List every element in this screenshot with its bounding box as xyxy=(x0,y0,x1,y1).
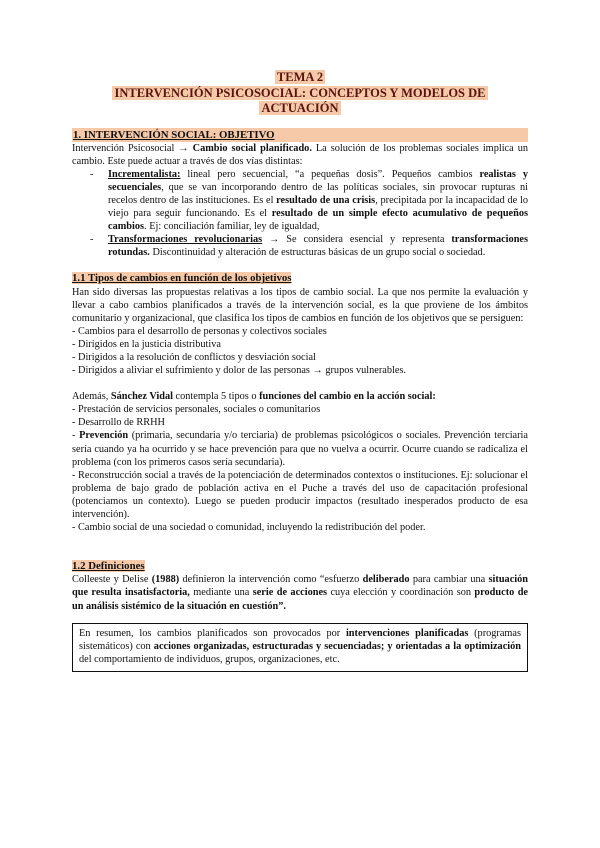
text: → Se considera esencial y representa xyxy=(262,234,452,246)
document-page xyxy=(72,70,528,672)
text: Colleeste y Delise xyxy=(72,574,152,586)
bold-text: Prevención xyxy=(79,430,129,442)
bold-text: realistas y secuenciales xyxy=(108,168,528,193)
text: definieron la intervención como “esfuerzo xyxy=(179,574,363,586)
title-line-2: ACTUACIÓN xyxy=(261,101,339,115)
function-item: - Cambio social de una sociedad o comunidad, incluyendo la redistribución del poder. xyxy=(72,522,426,534)
document-title xyxy=(72,70,528,117)
intro-bold: Cambio social planificado. xyxy=(192,142,312,154)
bold-text: situación que resulta insatisfactoria, xyxy=(72,574,528,599)
section-1-1-heading: 1.1 Tipos de cambios en función de los objetivos xyxy=(72,272,292,285)
text: lineal pero secuencial, “a pequeñas dosis”. Pequeños cambios xyxy=(180,168,480,180)
text: Además, xyxy=(72,391,111,403)
title-line-1: INTERVENCIÓN PSICOSOCIAL: CONCEPTOS Y MODELOS DE xyxy=(114,85,486,100)
text: cuya elección y coordinación son xyxy=(327,587,475,599)
function-item: - Desarrollo de RRHH xyxy=(72,417,165,429)
bold-text: resultado de un simple efecto acumulativo de pequeños cambios xyxy=(108,208,529,233)
summary-box xyxy=(72,623,528,672)
bold-text: funciones del cambio en la acción social: xyxy=(259,391,436,403)
text: mediante una xyxy=(189,587,253,599)
text: (programas sistemáticos) con xyxy=(79,627,521,652)
bullet-dash: - xyxy=(90,234,94,246)
author-name: Sánchez Vidal xyxy=(110,391,173,403)
list-item-incrementalista xyxy=(72,168,528,233)
section-1-2-heading: 1.2 Definiciones xyxy=(72,560,145,573)
section-1-1-paragraph: Han sido diversas las propuestas relativas a los tipos de cambio social. La que nos permite la evaluación y llevar a cabo cambios planificados a través de la intervención social, es la que proviene de los ámbitos comunitario y organizacional, que clasifica los tipos de cambios en función de los objetivos que se persiguen: xyxy=(72,286,528,324)
year: (1988) xyxy=(151,574,180,586)
objective-item: - Dirigidos en la justicia distributiva xyxy=(72,338,221,350)
text: para cambiar una xyxy=(409,574,489,586)
text: . Ej: conciliación familiar, ley de igualdad, xyxy=(144,221,320,233)
text: , que se van incorporando dentro de las políticas sociales, sin provocar rupturas ni recelos dentro de las instituciones. Es el xyxy=(108,181,528,206)
section-1-intro xyxy=(72,142,528,168)
text: contempla 5 tipos o xyxy=(172,391,260,403)
bullet-dash: - xyxy=(90,168,94,180)
bold-text: serie de acciones xyxy=(252,587,328,599)
bold-text: producto de un análisis sistémico de la situación en cuestión”. xyxy=(72,587,528,612)
change-types-list xyxy=(72,168,528,260)
definition-paragraph xyxy=(72,573,528,612)
list-item-transformaciones xyxy=(72,233,528,259)
text: - xyxy=(72,430,80,442)
text: del comportamiento de individuos, grupos, organizaciones, etc. xyxy=(79,653,340,665)
intro-text-c: La solución de los problemas sociales implica un cambio. Este puede actuar a través de dos vías distintas: xyxy=(72,142,528,167)
text: , precipitada por la incapacidad de lo viejo para seguir funcionando. Es el xyxy=(108,194,529,220)
intro-text-a: Intervención Psicosocial → xyxy=(72,142,193,154)
section-1-heading: 1. INTERVENCIÓN SOCIAL: OBJETIVO xyxy=(72,128,528,142)
bold-text: intervenciones planificadas xyxy=(345,627,469,639)
objective-item: - Cambios para el desarrollo de personas y colectivos sociales xyxy=(72,325,327,337)
tema-label: TEMA 2 xyxy=(276,70,324,84)
term-transformaciones: Transformaciones revolucionarias xyxy=(108,234,263,246)
function-item: - Reconstrucción social a través de la potenciación de determinados contextos o instituciones. Ej: solucionar el problema de bajo grado de población activa en el Puche a través del uso de capacitación profesional (potenciamos un contexto). Luego se pueden producir impactos (resultado inesperados producto de esa intervención). xyxy=(72,469,528,521)
function-item: - Prestación de servicios personales, sociales o comunitarios xyxy=(72,404,321,416)
bold-text: resultado de una crisis xyxy=(276,194,376,206)
sanchez-vidal-intro xyxy=(72,390,528,403)
bold-text: acciones organizadas, estructuradas y secuenciadas; y orientadas a la optimización xyxy=(153,640,521,652)
text: Discontinuidad y alteración de estructuras básicas de un grupo social o sociedad. xyxy=(149,247,486,259)
objective-item: - Dirigidos a la resolución de conflictos y desviación social xyxy=(72,352,316,363)
text: En resumen, los cambios planificados son provocados por xyxy=(79,627,346,639)
text: (primaria, secundaria y/o terciaria) de problemas psicológicos o sociales. Prevención terciaria sería cuando ya ha ocurrido y se hace prevención para que no vuelva a ocurrir. Ocurre cuando se radicaliza el problema (con los primeros casos sería secundaria). xyxy=(72,430,528,468)
function-item-prevencion xyxy=(72,429,528,468)
objective-item: - Dirigidos a aliviar el sufrimiento y dolor de las personas → grupos vulnerables. xyxy=(72,365,407,377)
bold-text: transformaciones rotundas. xyxy=(108,234,528,259)
bold-text: deliberado xyxy=(362,574,410,586)
term-incrementalista: Incrementalista: xyxy=(108,168,181,180)
